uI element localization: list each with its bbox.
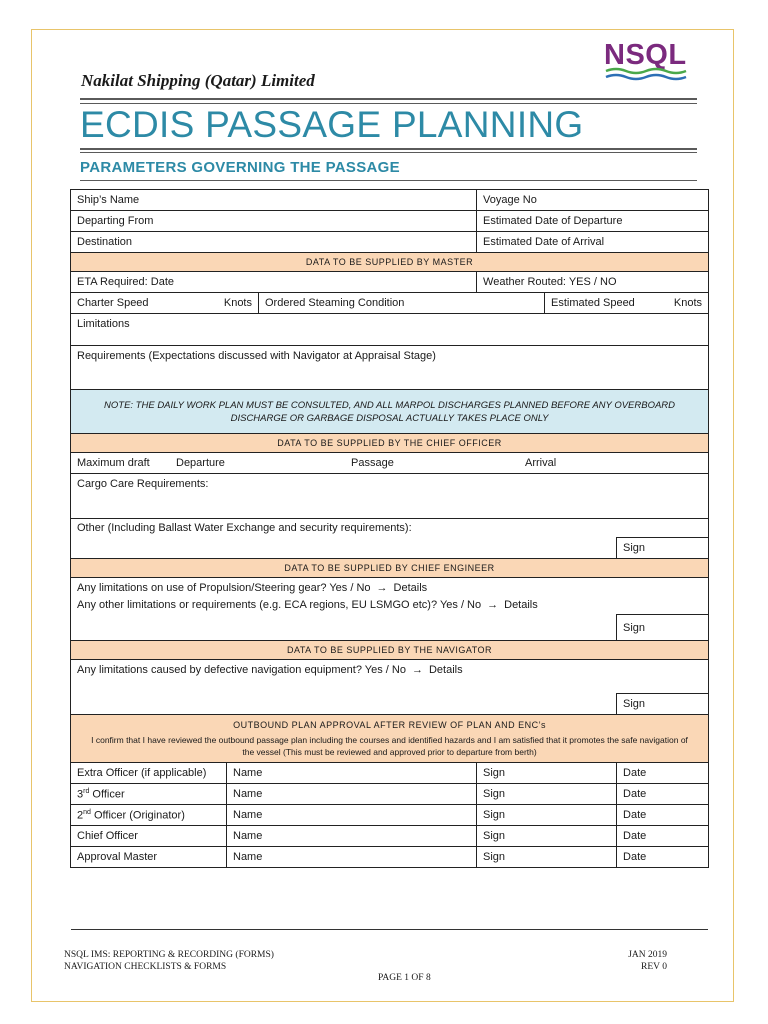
est-arrival-field[interactable]: Estimated Date of Arrival bbox=[477, 232, 709, 253]
navigator-space[interactable] bbox=[71, 694, 617, 715]
max-draft-label: Maximum draft bbox=[77, 457, 150, 469]
page-subtitle: PARAMETERS GOVERNING THE PASSAGE bbox=[80, 159, 400, 176]
signatory-role: Chief Officer bbox=[71, 826, 227, 847]
approval-statement: I confirm that I have reviewed the outbound passage plan including the courses and identified hazards and I am satisfied that it promotes the safe navigation of the vessel (This must be reviewed and approved prior to departure from berth) bbox=[91, 734, 688, 757]
form-row bbox=[71, 578, 709, 615]
signatory-date-field[interactable]: Date bbox=[617, 763, 709, 784]
draft-passage-label: Passage bbox=[351, 457, 394, 469]
navigator-sign[interactable]: Sign bbox=[617, 694, 709, 715]
departing-from-field[interactable]: Departing From bbox=[71, 211, 477, 232]
role-ordinal: 2 bbox=[77, 809, 84, 822]
limitations-field[interactable]: Limitations bbox=[71, 314, 709, 346]
nav-equipment-details-label: Details bbox=[428, 664, 463, 676]
footer-checklists-label: NAVIGATION CHECKLISTS & FORMS bbox=[64, 962, 227, 972]
footer-rule bbox=[71, 929, 708, 930]
section-header bbox=[71, 641, 709, 660]
header-rule-top bbox=[80, 98, 697, 100]
role-ordinal: 3 bbox=[77, 788, 84, 801]
form-row bbox=[71, 211, 709, 232]
knots-unit: Knots bbox=[223, 297, 252, 309]
propulsion-details-label: Details bbox=[393, 582, 428, 594]
estimated-speed-label: Estimated Speed bbox=[551, 297, 635, 309]
section-header bbox=[71, 559, 709, 578]
signatory-row bbox=[71, 847, 709, 868]
form-row bbox=[71, 660, 709, 694]
form-row bbox=[71, 519, 709, 538]
propulsion-question: Any limitations on use of Propulsion/Steering gear? Yes / No bbox=[77, 582, 371, 594]
page-number: PAGE 1 OF 8 bbox=[378, 973, 431, 983]
passage-planning-form bbox=[70, 189, 709, 868]
other-limits-question: Any other limitations or requirements (e.g. ECA regions, EU LSMGO etc)? Yes / No bbox=[77, 599, 482, 611]
form-row bbox=[71, 615, 709, 641]
marpol-note: NOTE: THE DAILY WORK PLAN MUST BE CONSULTED, AND ALL MARPOL DISCHARGES PLANNED BEFORE ANY OVERBOARD DISCHARGE OR GARBAGE DISPOSAL ACTUALLY TAKES PLACE ONLY bbox=[71, 390, 709, 434]
arrow-right-icon: → bbox=[411, 664, 423, 676]
nav-equipment-field[interactable] bbox=[71, 660, 709, 694]
approval-section bbox=[71, 715, 709, 763]
footer-revision: REV 0 bbox=[641, 962, 667, 972]
signatory-date-field[interactable]: Date bbox=[617, 784, 709, 805]
approval-header-row bbox=[71, 715, 709, 763]
signatory-row bbox=[71, 784, 709, 805]
form-row bbox=[71, 538, 709, 559]
voyage-no-field[interactable]: Voyage No bbox=[477, 190, 709, 211]
subtitle-rule bbox=[80, 180, 697, 181]
chief-engineer-sign[interactable]: Sign bbox=[617, 615, 709, 641]
signatory-date-field[interactable]: Date bbox=[617, 826, 709, 847]
form-row bbox=[71, 474, 709, 519]
max-draft-field[interactable] bbox=[71, 453, 709, 474]
charter-speed-field[interactable] bbox=[71, 293, 259, 314]
title-rule-thin bbox=[80, 152, 697, 153]
other-requirements-space[interactable] bbox=[71, 538, 617, 559]
draft-arrival-label: Arrival bbox=[525, 457, 557, 469]
knots-unit: Knots bbox=[673, 297, 703, 309]
role-title: Officer bbox=[89, 788, 125, 801]
signatory-row bbox=[71, 826, 709, 847]
signatory-role: Approval Master bbox=[71, 847, 227, 868]
signatory-role: Extra Officer (if applicable) bbox=[71, 763, 227, 784]
signatory-sign-field[interactable]: Sign bbox=[477, 847, 617, 868]
estimated-speed-field[interactable] bbox=[545, 293, 709, 314]
signatory-row bbox=[71, 805, 709, 826]
section-header bbox=[71, 253, 709, 272]
propulsion-limits-field[interactable] bbox=[71, 578, 709, 615]
other-requirements-field[interactable]: Other (Including Ballast Water Exchange and security requirements): bbox=[71, 519, 709, 538]
signatory-name-field[interactable]: Name bbox=[227, 805, 477, 826]
logo-text: NSQL bbox=[604, 39, 687, 71]
form-row bbox=[71, 293, 709, 314]
form-row bbox=[71, 346, 709, 390]
footer-ims-label: NSQL IMS: REPORTING & RECORDING (FORMS) bbox=[64, 950, 274, 960]
requirements-field[interactable]: Requirements (Expectations discussed with Navigator at Appraisal Stage) bbox=[71, 346, 709, 390]
form-row bbox=[71, 453, 709, 474]
navigator-section-header: DATA TO BE SUPPLIED BY THE NAVIGATOR bbox=[71, 641, 709, 660]
chief-engineer-space[interactable] bbox=[71, 615, 617, 641]
draft-departure-label: Departure bbox=[176, 457, 225, 469]
signatory-sign-field[interactable]: Sign bbox=[477, 826, 617, 847]
est-departure-field[interactable]: Estimated Date of Departure bbox=[477, 211, 709, 232]
nav-equipment-question: Any limitations caused by defective navigation equipment? Yes / No bbox=[77, 664, 406, 676]
signatory-name-field[interactable]: Name bbox=[227, 784, 477, 805]
other-limits-details-label: Details bbox=[504, 599, 538, 611]
cargo-care-field[interactable]: Cargo Care Requirements: bbox=[71, 474, 709, 519]
signatory-name-field[interactable]: Name bbox=[227, 763, 477, 784]
eta-required-field[interactable]: ETA Required: Date bbox=[71, 272, 477, 293]
form-row bbox=[71, 232, 709, 253]
section-header bbox=[71, 434, 709, 453]
form-row bbox=[71, 694, 709, 715]
page-title: ECDIS PASSAGE PLANNING bbox=[80, 104, 584, 145]
master-section-header: DATA TO BE SUPPLIED BY MASTER bbox=[71, 253, 709, 272]
weather-routed-field[interactable]: Weather Routed: YES / NO bbox=[477, 272, 709, 293]
signatory-sign-field[interactable]: Sign bbox=[477, 784, 617, 805]
nsql-logo bbox=[602, 38, 692, 88]
title-rule bbox=[80, 148, 697, 150]
company-name: Nakilat Shipping (Qatar) Limited bbox=[81, 71, 315, 90]
chief-engineer-section-header: DATA TO BE SUPPLIED BY CHIEF ENGINEER bbox=[71, 559, 709, 578]
footer-date: JAN 2019 bbox=[628, 950, 667, 960]
chief-officer-sign[interactable]: Sign bbox=[617, 538, 709, 559]
signatory-date-field[interactable]: Date bbox=[617, 805, 709, 826]
signatory-role bbox=[71, 805, 227, 826]
signatory-role bbox=[71, 784, 227, 805]
arrow-right-icon: → bbox=[376, 582, 388, 594]
role-ordinal-suffix: rd bbox=[83, 787, 90, 795]
signatory-name-field[interactable]: Name bbox=[227, 826, 477, 847]
signatory-date-field[interactable]: Date bbox=[617, 847, 709, 868]
logo-wave-blue bbox=[606, 75, 686, 79]
signatory-name-field[interactable]: Name bbox=[227, 847, 477, 868]
form-row bbox=[71, 190, 709, 211]
ships-name-field[interactable]: Ship’s Name bbox=[71, 190, 477, 211]
chief-officer-section-header: DATA TO BE SUPPLIED BY THE CHIEF OFFICER bbox=[71, 434, 709, 453]
signatory-sign-field[interactable]: Sign bbox=[477, 805, 617, 826]
arrow-right-icon: → bbox=[487, 599, 499, 611]
signatory-row bbox=[71, 763, 709, 784]
destination-field[interactable]: Destination bbox=[71, 232, 477, 253]
note-row bbox=[71, 390, 709, 434]
approval-section-header: OUTBOUND PLAN APPROVAL AFTER REVIEW OF PLAN AND ENC’s bbox=[233, 719, 546, 730]
role-title: Officer (Originator) bbox=[90, 809, 185, 822]
form-row bbox=[71, 272, 709, 293]
role-ordinal-suffix: nd bbox=[83, 808, 91, 816]
ordered-steaming-field[interactable]: Ordered Steaming Condition bbox=[259, 293, 545, 314]
signatory-sign-field[interactable]: Sign bbox=[477, 763, 617, 784]
form-row bbox=[71, 314, 709, 346]
charter-speed-label: Charter Speed bbox=[77, 297, 149, 309]
